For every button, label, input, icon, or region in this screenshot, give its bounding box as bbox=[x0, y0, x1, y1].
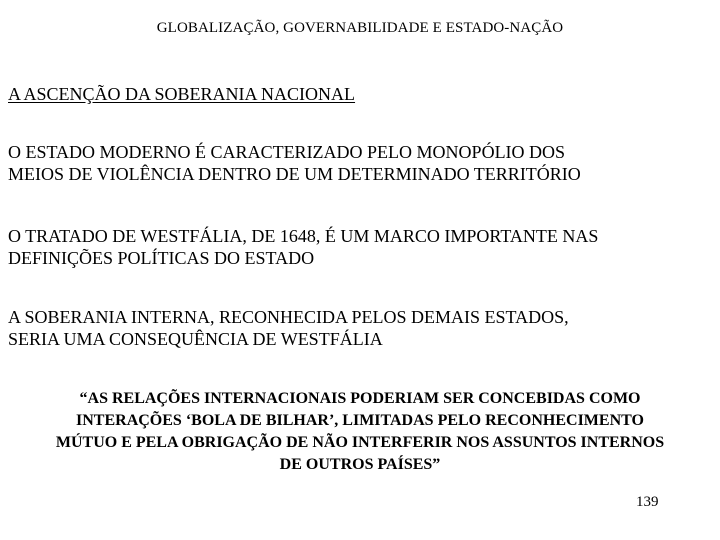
quote-line: MÚTUO E PELA OBRIGAÇÃO DE NÃO INTERFERIR NOS ASSUNTOS INTERNOS bbox=[55, 434, 665, 451]
paragraph-line: A SOBERANIA INTERNA, RECONHECIDA PELOS DEMAIS ESTADOS, bbox=[8, 307, 569, 327]
paragraph-line: SERIA UMA CONSEQUÊNCIA DE WESTFÁLIA bbox=[8, 329, 383, 349]
paragraph-line: MEIOS DE VIOLÊNCIA DENTRO DE UM DETERMINADO TERRITÓRIO bbox=[8, 164, 581, 184]
page-number: 139 bbox=[636, 494, 659, 510]
paragraph-internal-sovereignty bbox=[8, 306, 714, 350]
quote-block bbox=[0, 388, 720, 476]
quote-line: DE OUTROS PAÍSES” bbox=[279, 456, 441, 473]
section-heading: A ASCENÇÃO DA SOBERANIA NACIONAL bbox=[8, 84, 356, 104]
paragraph-line: O ESTADO MODERNO É CARACTERIZADO PELO MONOPÓLIO DOS bbox=[8, 142, 566, 162]
paragraph-line: DEFINIÇÕES POLÍTICAS DO ESTADO bbox=[8, 248, 315, 268]
quote-line: INTERAÇÕES ‘BOLA DE BILHAR’, LIMITADAS PELO RECONHECIMENTO bbox=[76, 412, 644, 429]
quote-line: “AS RELAÇÕES INTERNACIONAIS PODERIAM SER CONCEBIDAS COMO bbox=[79, 390, 641, 407]
slide-header: GLOBALIZAÇÃO, GOVERNABILIDADE E ESTADO-NAÇÃO bbox=[156, 20, 564, 36]
paragraph-state-monopoly bbox=[8, 141, 714, 185]
paragraph-line: O TRATADO DE WESTFÁLIA, DE 1648, É UM MARCO IMPORTANTE NAS bbox=[8, 226, 599, 246]
paragraph-westphalia-treaty bbox=[8, 225, 714, 269]
